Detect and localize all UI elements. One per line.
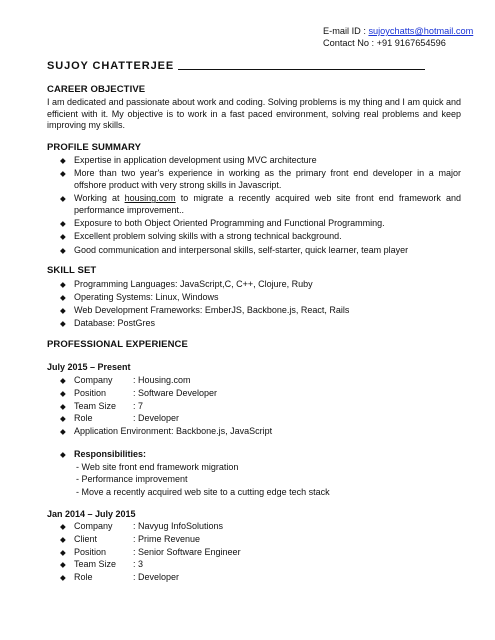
- field-label: Company: [74, 521, 113, 531]
- email-label: E-mail ID :: [323, 26, 369, 36]
- skill-set-list: [60, 279, 461, 329]
- list-item: [60, 572, 461, 583]
- field-label: Position: [74, 546, 107, 557]
- list-item: ◆ Good communication and interpersonal skills, self-starter, quick learner, team player: [60, 245, 461, 256]
- list-item: - Web site front end framework migration: [76, 462, 239, 472]
- career-objective-heading: CAREER OBJECTIVE: [47, 84, 146, 95]
- list-item: - Move a recently acquired web site to a cutting edge tech stack: [76, 486, 330, 497]
- list-item: [60, 388, 461, 399]
- list-item: ◆ Web Development Frameworks: EmberJS, Backbone.js, React, Rails: [60, 305, 461, 316]
- experience-heading: PROFESSIONAL EXPERIENCE: [47, 339, 188, 350]
- list-item: ◆ Application Environment: Backbone.js, JavaScript: [60, 426, 461, 437]
- list-item: [60, 521, 461, 532]
- list-item: ◆ Exposure to both Object Oriented Programming and Functional Programming.: [60, 218, 461, 229]
- list-item: [60, 559, 461, 570]
- list-item: [60, 401, 461, 412]
- profile-item-3-pre: Working at: [74, 193, 125, 204]
- list-item: ◆ Expertise in application development using MVC architecture: [60, 155, 461, 166]
- list-item: [60, 375, 461, 386]
- list-item: ◆ Database: PostGres: [60, 318, 461, 329]
- field-value: : Prime Revenue: [133, 533, 201, 544]
- field-label: Position: [74, 387, 107, 398]
- career-objective-text: I am dedicated and passionate about work and coding. Solving problems is my thing and I am quick and efficient with it. My objective is to work in a fast paced environment, solving real problems and keep improving my skills.: [47, 97, 461, 130]
- skill-set-heading: SKILL SET: [47, 265, 97, 276]
- email-link[interactable]: sujoychatts@hotmail.com: [368, 26, 474, 36]
- housing-link[interactable]: housing.com: [124, 193, 176, 204]
- field-value: : Software Developer: [133, 387, 218, 398]
- field-label: Team Size: [74, 400, 117, 411]
- contact-block: [323, 25, 473, 49]
- responsibility-list: [76, 461, 330, 498]
- job-1-responsibilities: [60, 449, 461, 460]
- list-item: [60, 413, 461, 424]
- field-value: : Senior Software Engineer: [133, 546, 241, 557]
- list-item: - Performance improvement: [76, 474, 188, 485]
- list-item: ◆ Operating Systems: Linux, Windows: [60, 292, 461, 303]
- field-value: : 3: [133, 559, 144, 570]
- field-value: : Navyug InfoSolutions: [133, 521, 224, 531]
- job-2-details: [60, 521, 461, 584]
- profile-item-3-post: to migrate a recently acquired web site front end framework and performance improvement..: [74, 193, 461, 215]
- list-item: [60, 534, 461, 545]
- field-value: : 7: [133, 400, 144, 411]
- name-underline: [178, 69, 425, 70]
- field-label: Team Size: [74, 559, 117, 570]
- list-item: [60, 547, 461, 558]
- email-line: [323, 25, 473, 37]
- field-label: Role: [74, 413, 93, 424]
- list-item: ◆ Excellent problem solving skills with a strong technical background.: [60, 231, 461, 242]
- job-1-period: July 2015 – Present: [47, 362, 131, 372]
- list-item: ◆ Programming Languages: JavaScript,C, C++, Clojure, Ruby: [60, 279, 461, 290]
- candidate-name: SUJOY CHATTERJEE: [47, 60, 175, 72]
- field-value: : Developer: [133, 413, 180, 424]
- profile-summary-list: [60, 155, 461, 256]
- list-item: [60, 193, 461, 216]
- field-value: : Housing.com: [133, 375, 191, 385]
- field-label: Client: [74, 533, 98, 544]
- field-label: Company: [74, 375, 113, 385]
- field-label: Role: [74, 572, 93, 583]
- responsibilities-heading: ◆ Responsibilities:: [60, 449, 461, 460]
- phone-line: Contact No : +91 9167654596: [323, 38, 446, 48]
- list-item: ◆ More than two year's experience in working as the primary front end developer in a major offshore product with very strong skills in Javascript.: [60, 168, 461, 191]
- profile-summary-heading: PROFILE SUMMARY: [47, 142, 142, 153]
- field-value: : Developer: [133, 572, 180, 583]
- job-2-period: Jan 2014 – July 2015: [47, 509, 136, 519]
- job-1-details: [60, 375, 461, 438]
